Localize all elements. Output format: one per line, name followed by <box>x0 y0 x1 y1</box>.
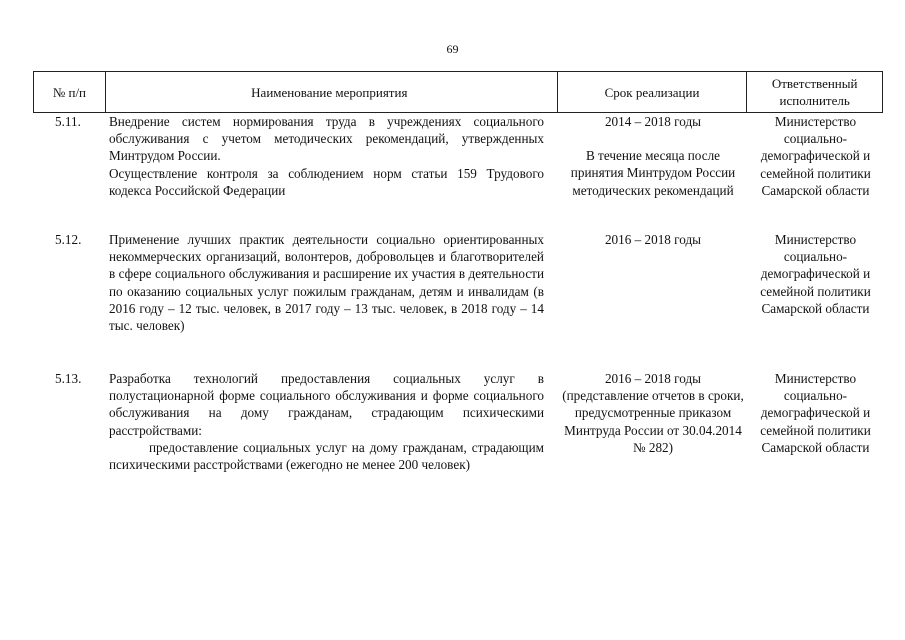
table-row <box>33 231 883 370</box>
row-name <box>105 231 558 370</box>
row-number: 5.11. <box>55 114 81 129</box>
row-term-paragraph: В течение месяца после принятия Минтрудом России методических рекомендаций <box>570 148 736 198</box>
events-table <box>33 71 883 500</box>
row-term <box>558 231 748 370</box>
header-term: Срок реализации <box>558 72 748 112</box>
row-name-paragraph: Применение лучших практик деятельности социально ориентированных некоммерческих организаций, волонтеров, добровольцев и благотворителей в сфере социального обслуживания и расширение их участия в деятельности по оказанию социальных услуг пожилым гражданам, детям и инвалидам (в 2016 году – 12 тыс. человек, в 2017 году – 13 тыс. человек, в 2018 году – 14 тыс. человек) <box>109 232 544 334</box>
row-name <box>105 113 558 231</box>
row-name <box>105 370 558 500</box>
row-term <box>558 113 748 231</box>
header-num: № п/п <box>34 72 106 112</box>
table-header <box>33 71 883 113</box>
page-number: 69 <box>446 42 459 56</box>
row-name-paragraph: предоставление социальных услуг на дому гражданам, страдающим психическими расстройствами (ежегодно не менее 200 человек) <box>109 439 544 473</box>
row-term-paragraph: 2014 – 2018 годы <box>604 114 702 129</box>
row-name-paragraph: Внедрение систем нормирования труда в учреждениях социального обслуживания с учетом методических рекомендаций, утвержденных Минтрудом России. <box>109 114 544 164</box>
row-responsible: Министерство социально-демографической и семейной политики Самарской области <box>760 114 871 198</box>
row-term <box>558 370 748 500</box>
row-term-paragraph: 2016 – 2018 годы (представление отчетов в сроки, предусмотренные приказом Минтруда России от 30.04.2014 № 282) <box>562 371 744 455</box>
row-term-paragraph: 2016 – 2018 годы <box>604 232 702 247</box>
row-term-spacer <box>562 130 744 147</box>
table-row <box>33 370 883 500</box>
row-number: 5.12. <box>55 232 82 247</box>
row-responsible: Министерство социально-демографической и семейной политики Самарской области <box>760 232 871 316</box>
row-number: 5.13. <box>55 371 82 386</box>
row-name-paragraph: Разработка технологий предоставления социальных услуг в полустационарной форме социального обслуживания и форме социального обслуживания на дому гражданам, страдающим психическими расстройствами: <box>109 371 544 438</box>
row-responsible: Министерство социально-демографической и семейной политики Самарской области <box>760 371 871 455</box>
row-name-paragraph: Осуществление контроля за соблюдением норм статьи 159 Трудового кодекса Российской Федерации <box>109 165 544 198</box>
header-name: Наименование мероприятия <box>106 72 558 112</box>
table-row <box>33 113 883 231</box>
header-responsible: Ответственный исполнитель <box>771 76 858 108</box>
